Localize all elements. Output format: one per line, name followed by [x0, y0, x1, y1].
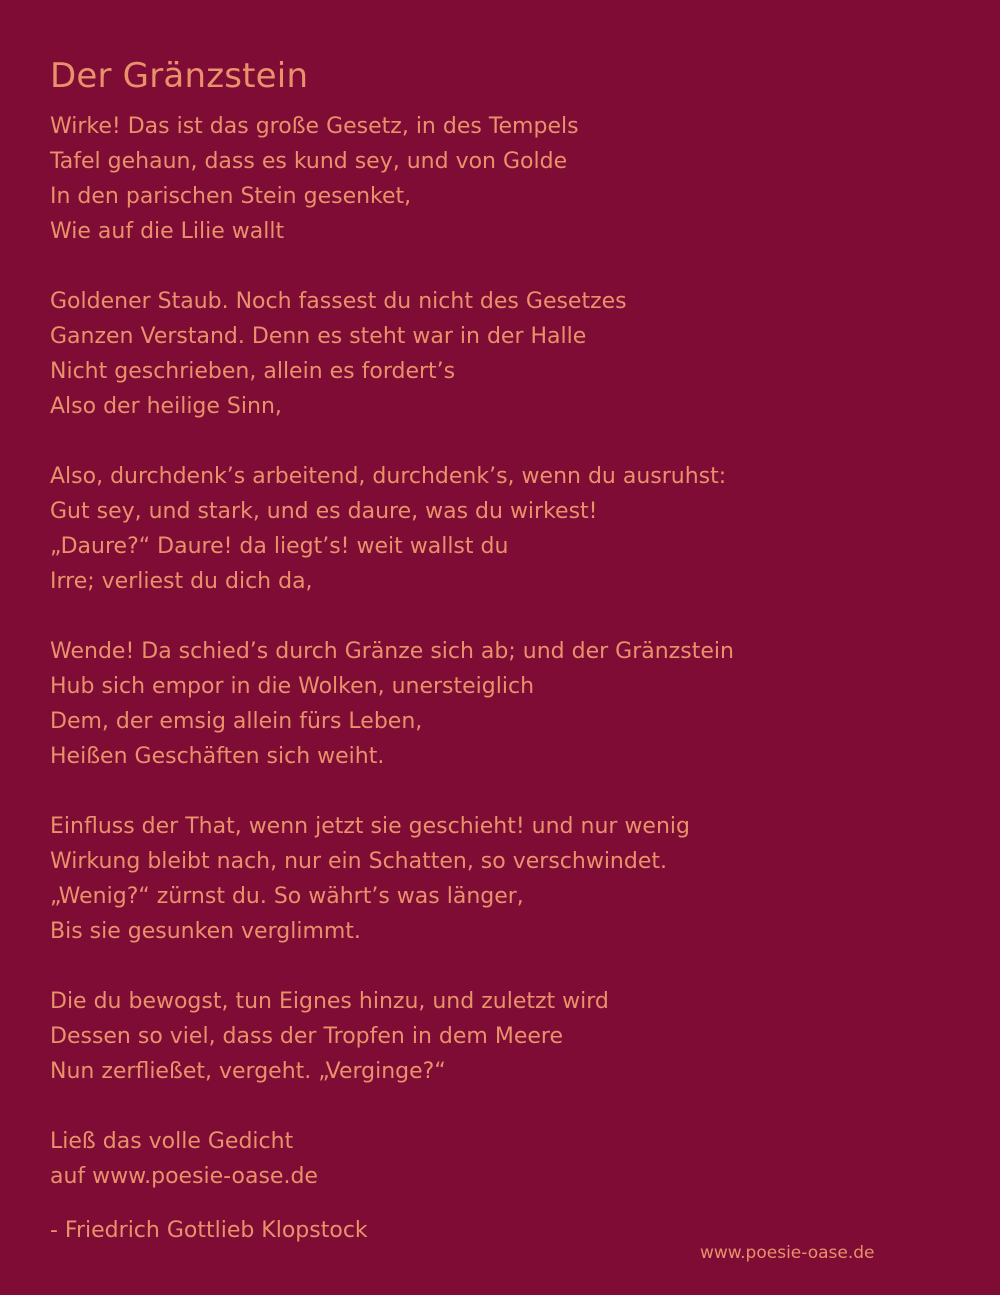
poem-line: Bis sie gesunken verglimmt.: [50, 919, 361, 944]
poem-line: Wie auf die Lilie wallt: [50, 219, 285, 244]
poem-body: [50, 109, 950, 1229]
site-watermark: www.poesie-oase.de: [700, 1243, 875, 1263]
poem-line: Tafel gehaun, dass es kund sey, und von Golde: [50, 149, 568, 174]
poem-line: Ließ das volle Gedicht: [50, 1129, 294, 1154]
poem-stanza: [50, 1124, 950, 1194]
poem-line: Irre; verliest du dich da,: [50, 569, 313, 594]
poem-author: - Friedrich Gottlieb Klopstock: [50, 1218, 368, 1243]
poem-stanza: [50, 634, 950, 774]
poem-line: In den parischen Stein gesenket,: [50, 184, 412, 209]
poem-line: Einfluss der That, wenn jetzt sie geschieht! und nur wenig: [50, 814, 690, 839]
poem-line: Also der heilige Sinn,: [50, 394, 282, 419]
poem-stanza: [50, 984, 950, 1089]
poem-line: Dem, der emsig allein fürs Leben,: [50, 709, 423, 734]
poem-line: Dessen so viel, dass der Tropfen in dem Meere: [50, 1024, 563, 1049]
poem-line: Wirke! Das ist das große Gesetz, in des Tempels: [50, 114, 579, 139]
poem-stanza: [50, 459, 950, 599]
poem-line: Wende! Da schied’s durch Gränze sich ab; und der Gränzstein: [50, 639, 734, 664]
poem-stanza: [50, 809, 950, 949]
poem-line: Hub sich empor in die Wolken, unersteiglich: [50, 674, 535, 699]
poem-title: Der Gränzstein: [50, 56, 309, 96]
poem-line: Nicht geschrieben, allein es fordert’s: [50, 359, 456, 384]
poem-stanza: [50, 109, 950, 249]
poem-line: Wirkung bleibt nach, nur ein Schatten, so verschwindet.: [50, 849, 667, 874]
poem-line: Also, durchdenk’s arbeitend, durchdenk’s, wenn du ausruhst:: [50, 464, 727, 489]
poem-line: „Daure?“ Daure! da liegt’s! weit wallst du: [50, 534, 509, 559]
poem-line: Gut sey, und stark, und es daure, was du wirkest!: [50, 499, 598, 524]
poem-line: Ganzen Verstand. Denn es steht war in der Halle: [50, 324, 587, 349]
poem-line: Die du bewogst, tun Eignes hinzu, und zuletzt wird: [50, 989, 609, 1014]
poem-stanza: [50, 284, 950, 424]
poem-line: auf www.poesie-oase.de: [50, 1164, 318, 1189]
poem-line: Heißen Geschäften sich weiht.: [50, 744, 385, 769]
poem-line: Nun zerfließet, vergeht. „Verginge?“: [50, 1059, 446, 1084]
poem-line: „Wenig?“ zürnst du. So währt’s was länger,: [50, 884, 524, 909]
poem-line: Goldener Staub. Noch fassest du nicht des Gesetzes: [50, 289, 627, 314]
